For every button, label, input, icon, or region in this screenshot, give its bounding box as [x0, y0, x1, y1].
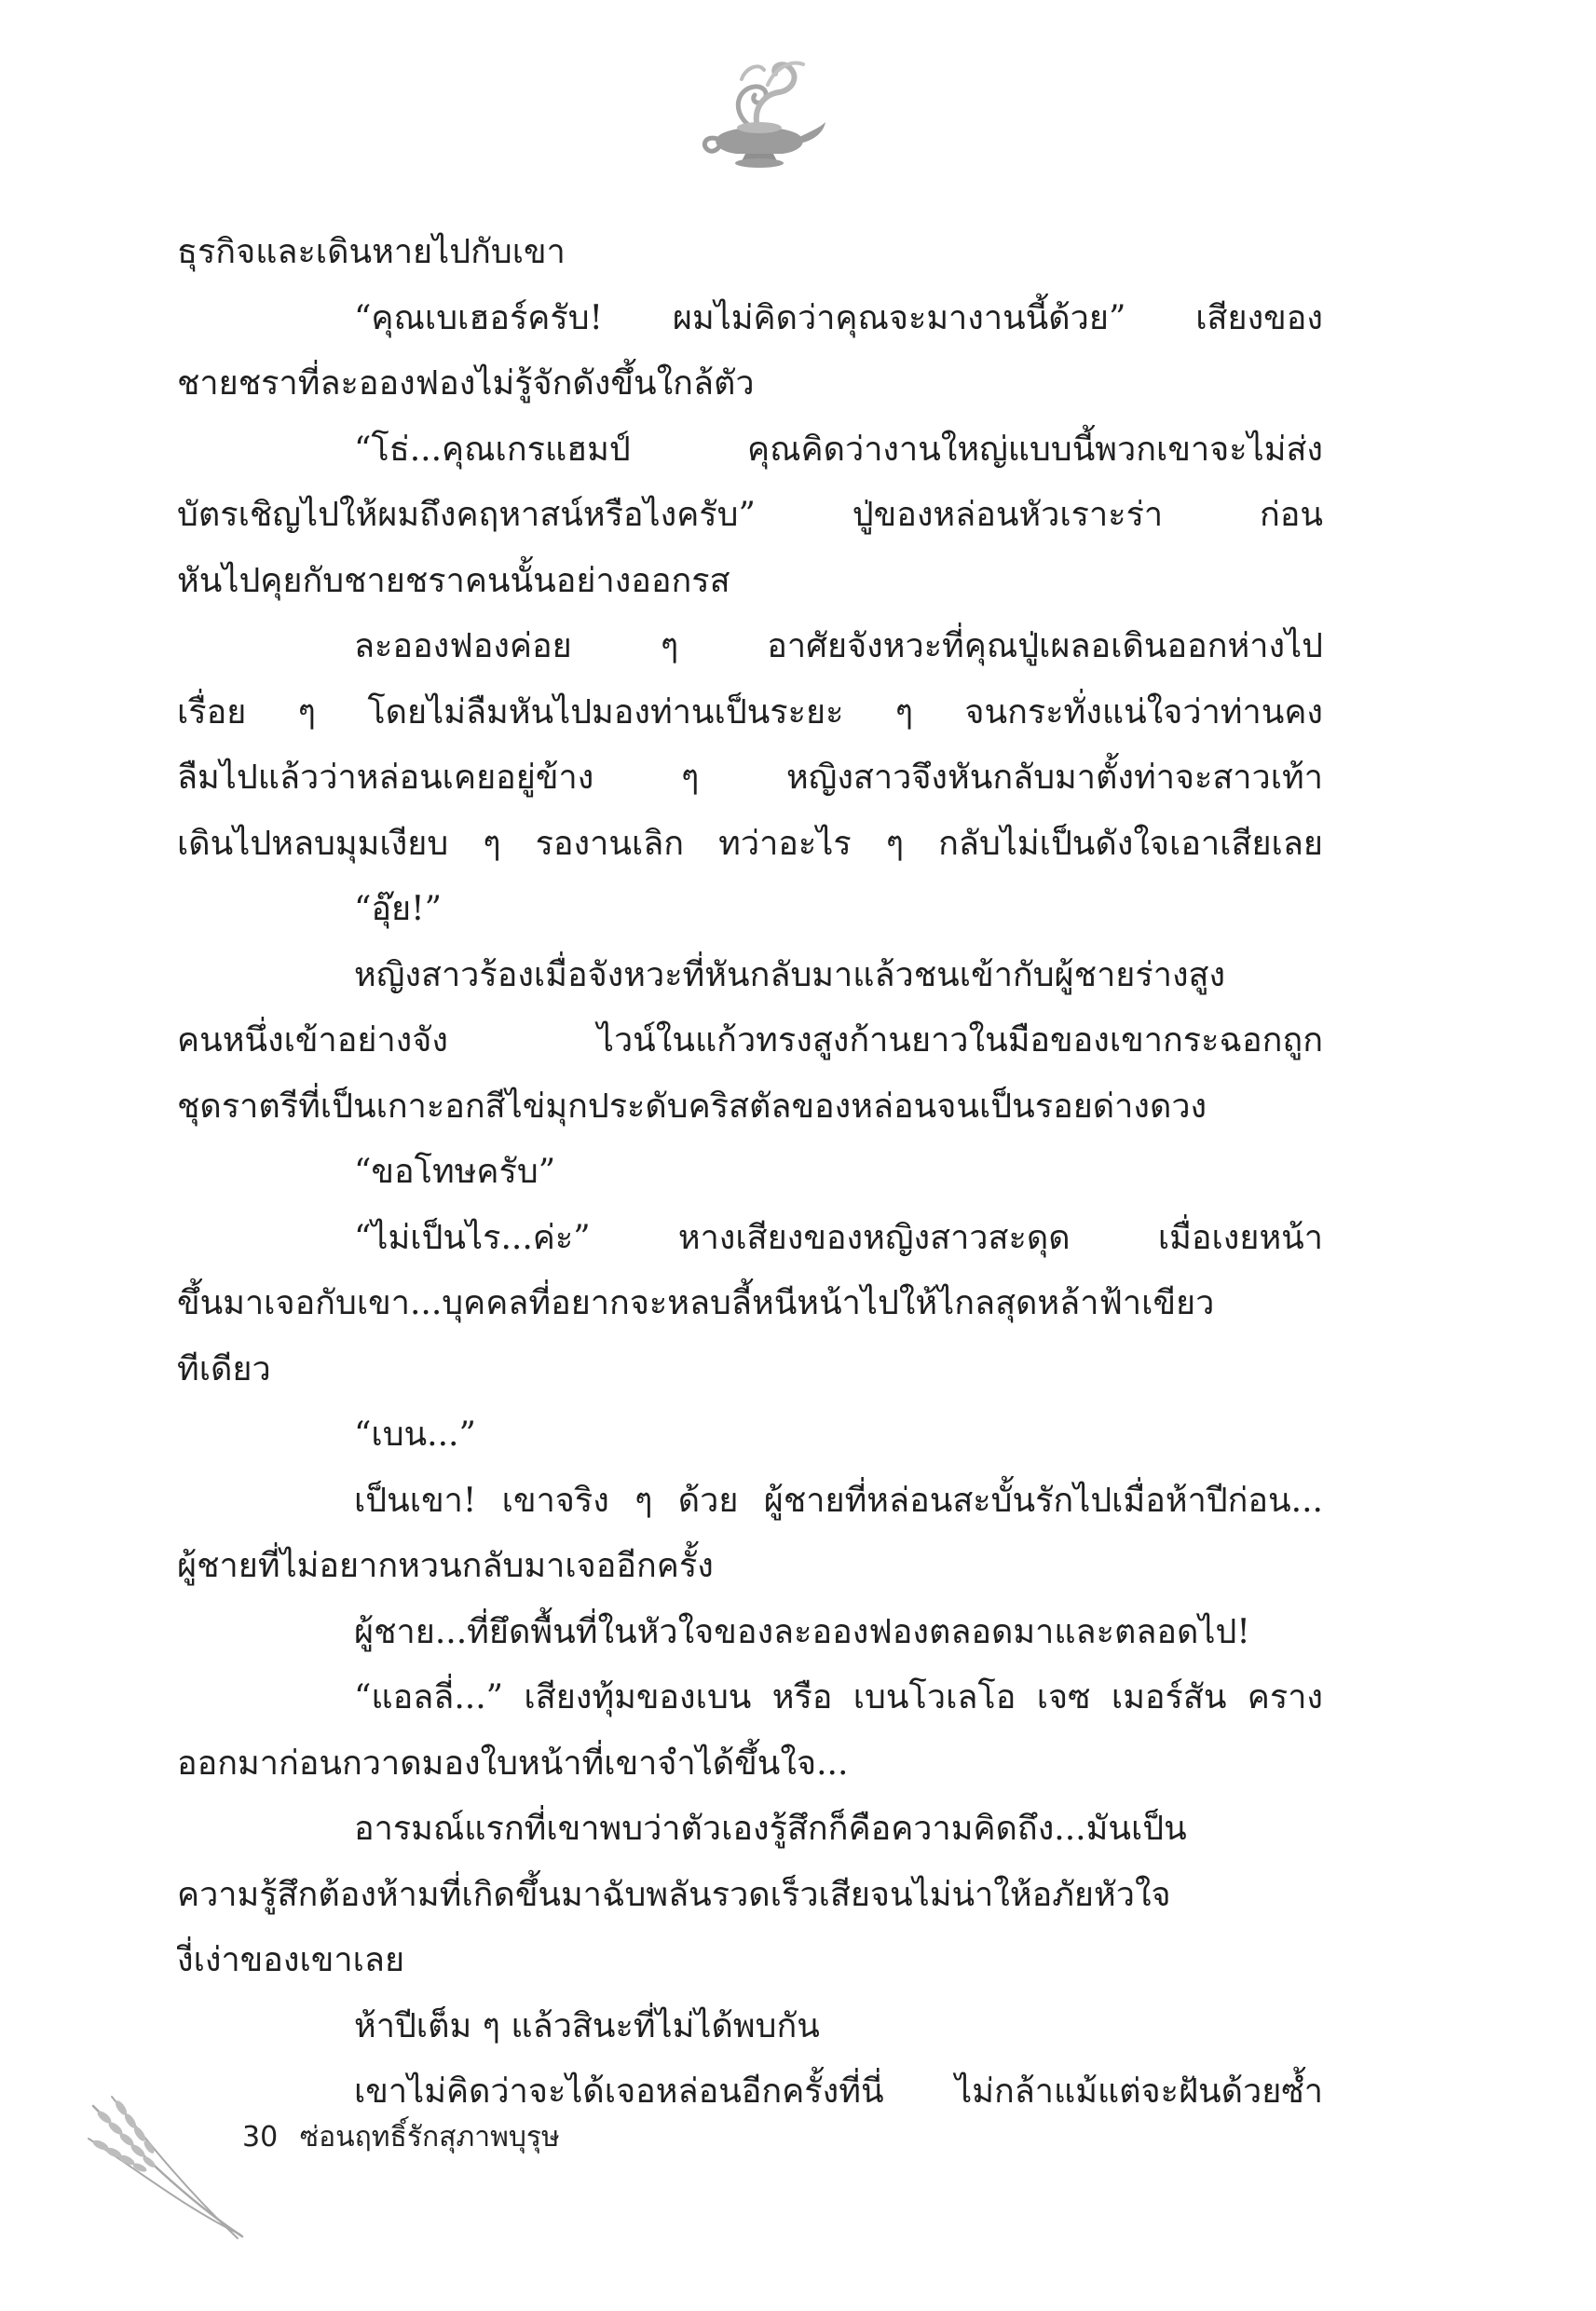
page-number: 30: [242, 2121, 279, 2154]
text-line: “คุณเบเฮอร์ครับ! ผมไม่คิดว่าคุณจะมางานนี้ด้วย” เสียงของ: [354, 298, 1323, 337]
text-line: ความรู้สึกต้องห้ามที่เกิดขึ้นมาฉับพลันรวดเร็วเสียจนไม่น่าให้อภัยหัวใจ: [177, 1875, 1171, 1914]
text-line: ห้าปีเต็ม ๆ แล้วสินะที่ไม่ได้พบกัน: [354, 2006, 820, 2045]
text-line: ผู้ชาย...ที่ยึดพื้นที่ในหัวใจของละอองฟองตลอดมาและตลอดไป!: [354, 1612, 1250, 1651]
text-line: ชุดราตรีที่เป็นเกาะอกสีไข่มุกประดับคริสตัลของหล่อนจนเป็นรอยด่างดวง: [177, 1087, 1207, 1126]
text-line: “ขอโทษครับ”: [354, 1153, 556, 1191]
text-line: เดินไปหลบมุมเงียบ ๆ รองานเลิก ทว่าอะไร ๆ กลับไม่เป็นดังใจเอาเสียเลย: [177, 824, 1323, 863]
text-line: “เบน...”: [354, 1415, 476, 1454]
text-line: ขึ้นมาเจอกับเขา...บุคคลที่อยากจะหลบลี้หนีหน้าไปให้ไกลสุดหล้าฟ้าเขียว: [177, 1284, 1215, 1322]
text-line: “อุ๊ย!”: [354, 890, 442, 928]
text-line: หญิงสาวร้องเมื่อจังหวะที่หันกลับมาแล้วชนเข้ากับผู้ชายร่างสูง: [354, 955, 1226, 994]
text-line: อารมณ์แรกที่เขาพบว่าตัวเองรู้สึกก็คือความคิดถึง...มันเป็น: [354, 1810, 1187, 1848]
book-title: ซ่อนฤทธิ์รักสุภาพบุรุษ: [299, 2121, 560, 2154]
text-line: เป็นเขา! เขาจริง ๆ ด้วย ผู้ชายที่หล่อนสะบั้นรักไปเมื่อห้าปีก่อน...: [354, 1481, 1323, 1520]
text-line: คนหนึ่งเข้าอย่างจัง ไวน์ในแก้วทรงสูงก้านยาวในมือของเขากระฉอกถูก: [177, 1021, 1323, 1060]
text-line: ทีเดียว: [177, 1349, 271, 1388]
text-line: งี่เง่าของเขาเลย: [177, 1941, 405, 1979]
text-line: “ไม่เป็นไร...ค่ะ” หางเสียงของหญิงสาวสะดุด เมื่อเงยหน้า: [354, 1218, 1323, 1257]
body-text: [177, 220, 1323, 2126]
text-line: ละอองฟองค่อย ๆ อาศัยจังหวะที่คุณปู่เผลอเดินออกห่างไป: [354, 627, 1323, 665]
lavender-sprig-ornament-icon: [84, 2087, 252, 2246]
text-line: เขาไม่คิดว่าจะได้เจอหล่อนอีกครั้งที่นี่ ไม่กล้าแม้แต่จะฝันด้วยซ้ำ: [354, 2072, 1323, 2111]
text-line: หันไปคุยกับชายชราคนนั้นอย่างออกรส: [177, 561, 730, 600]
text-line: ออกมาก่อนกวาดมองใบหน้าที่เขาจำได้ขึ้นใจ...: [177, 1744, 849, 1783]
text-line: ลืมไปแล้วว่าหล่อนเคยอยู่ข้าง ๆ หญิงสาวจึงหันกลับมาตั้งท่าจะสาวเท้า: [177, 759, 1323, 797]
text-line: ชายชราที่ละอองฟองไม่รู้จักดังขึ้นใกล้ตัว: [177, 364, 755, 403]
text-line: ธุรกิจและเดินหายไปกับเขา: [177, 233, 566, 271]
text-line: ผู้ชายที่ไม่อยากหวนกลับมาเจออีกครั้ง: [177, 1547, 714, 1585]
text-line: “โธ่...คุณเกรแฮมป์ คุณคิดว่างานใหญ่แบบนี้พวกเขาจะไม่ส่ง: [354, 430, 1323, 469]
text-line: “แอลลี่...” เสียงทุ้มของเบน หรือ เบนโวเลโอ เจซ เมอร์สัน คราง: [354, 1678, 1323, 1716]
magic-lamp-ornament-icon: [689, 51, 829, 172]
page-footer: [84, 2087, 736, 2255]
text-line: เรื่อย ๆ โดยไม่ลืมหันไปมองท่านเป็นระยะ ๆ จนกระทั่งแน่ใจว่าท่านคง: [177, 692, 1323, 732]
text-line: บัตรเชิญไปให้ผมถึงคฤหาสน์หรือไงครับ” ปู่ของหล่อนหัวเราะร่า ก่อน: [177, 496, 1323, 534]
footer-label: [242, 2115, 560, 2159]
